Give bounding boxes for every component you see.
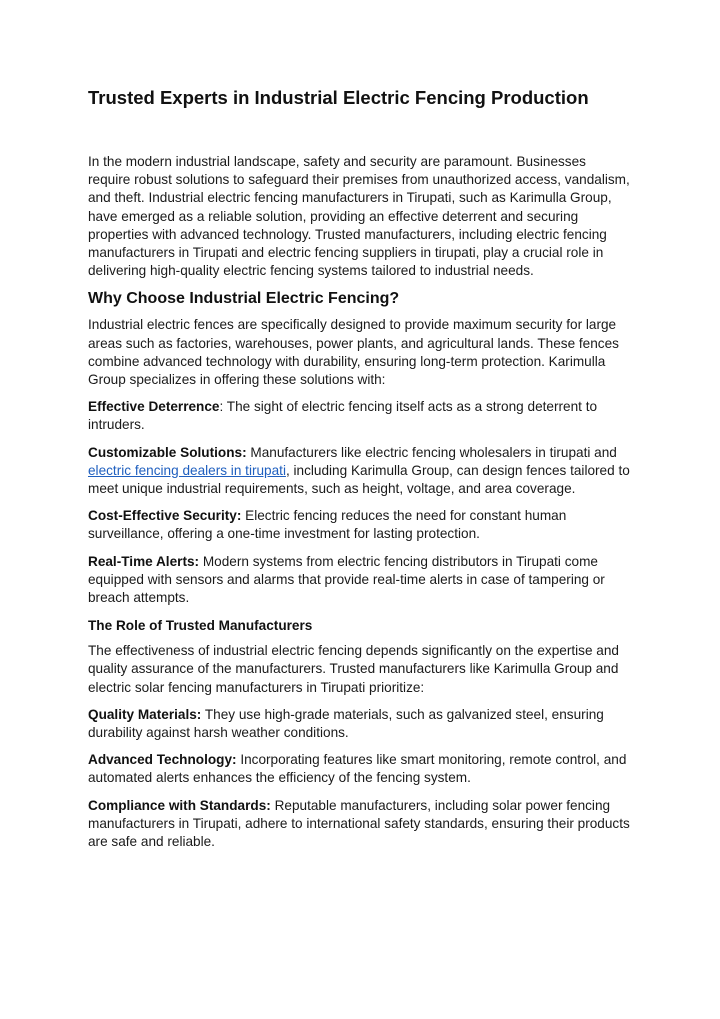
point-label: Quality Materials:: [88, 706, 202, 722]
point-effective-deterrence: [88, 398, 632, 434]
section-body-trusted-manufacturers: The effectiveness of industrial electric fencing depends significantly on the expertise and quality assurance of the manufacturers. Trusted manufacturers like Karimulla Group and electric solar fencing manufacturers in Tirupati prioritize:: [88, 643, 619, 695]
point-text: Reputable manufacturers, including solar power fencing manufacturers in Tirupati, adhere to international safety standards, ensuring their products are safe and reliable.: [88, 797, 630, 850]
point-text: : The sight of electric fencing itself acts as a strong deterrent to intruders.: [88, 399, 598, 433]
point-text: Modern systems from electric fencing distributors in Tirupati come equipped with sensors and alarms that provide real-time alerts in case of tampering or breach attempts.: [88, 553, 605, 606]
point-text: Electric fencing reduces the need for constant human surveillance, offering a one-time investment for lasting protection.: [88, 508, 567, 542]
dealers-link[interactable]: electric fencing dealers in tirupati: [88, 462, 286, 478]
point-text: Incorporating features like smart monitoring, remote control, and automated alerts enhances the efficiency of the fencing system.: [88, 752, 627, 786]
section-heading-why-choose: Why Choose Industrial Electric Fencing?: [88, 290, 400, 308]
point-compliance-standards: [88, 797, 632, 852]
section-heading-trusted-manufacturers: The Role of Trusted Manufacturers: [88, 618, 313, 634]
point-cost-effective-security: [88, 507, 632, 543]
section-body-why-choose: Industrial electric fences are specifically designed to provide maximum security for large areas such as factories, warehouses, power plants, and agricultural lands. These fences combine advanced technology with durability, ensuring long-term protection. Karimulla Group specializes in offering these solutions with:: [88, 317, 619, 388]
point-label: Real-Time Alerts:: [88, 553, 200, 569]
point-quality-materials: [88, 706, 632, 742]
point-real-time-alerts: [88, 553, 632, 608]
point-text: Manufacturers like electric fencing wholesalers in tirupati and: [246, 444, 617, 460]
point-text: , including Karimulla Group, can design fences tailored to meet unique industrial requirements, such as height, voltage, and area coverage.: [88, 462, 630, 497]
intro-paragraph: In the modern industrial landscape, safety and security are paramount. Businesses require robust solutions to safeguard their premises from unauthorized access, vandalism, and theft. Industrial electric fencing manufacturers in Tirupati, such as Karimulla Group, have emerged as a reliable solution, providing an effective deterrent and securing properties with advanced technology. Trusted manufacturers, including electric fencing manufacturers in Tirupati and electric fencing suppliers in tirupati, play a crucial role in delivering high-quality electric fencing systems tailored to industrial needs.: [88, 154, 630, 279]
point-advanced-technology: [88, 751, 632, 787]
point-label: Effective Deterrence: [88, 399, 220, 415]
point-label: Advanced Technology:: [88, 752, 237, 768]
page-title: Trusted Experts in Industrial Electric Fencing Production: [88, 87, 589, 108]
point-label: Customizable Solutions:: [88, 444, 247, 460]
point-text: They use high-grade materials, such as galvanized steel, ensuring durability against harsh weather conditions.: [88, 706, 604, 741]
point-label: Compliance with Standards:: [88, 797, 271, 813]
point-customizable-solutions: [88, 444, 632, 499]
point-label: Cost-Effective Security:: [88, 508, 242, 524]
